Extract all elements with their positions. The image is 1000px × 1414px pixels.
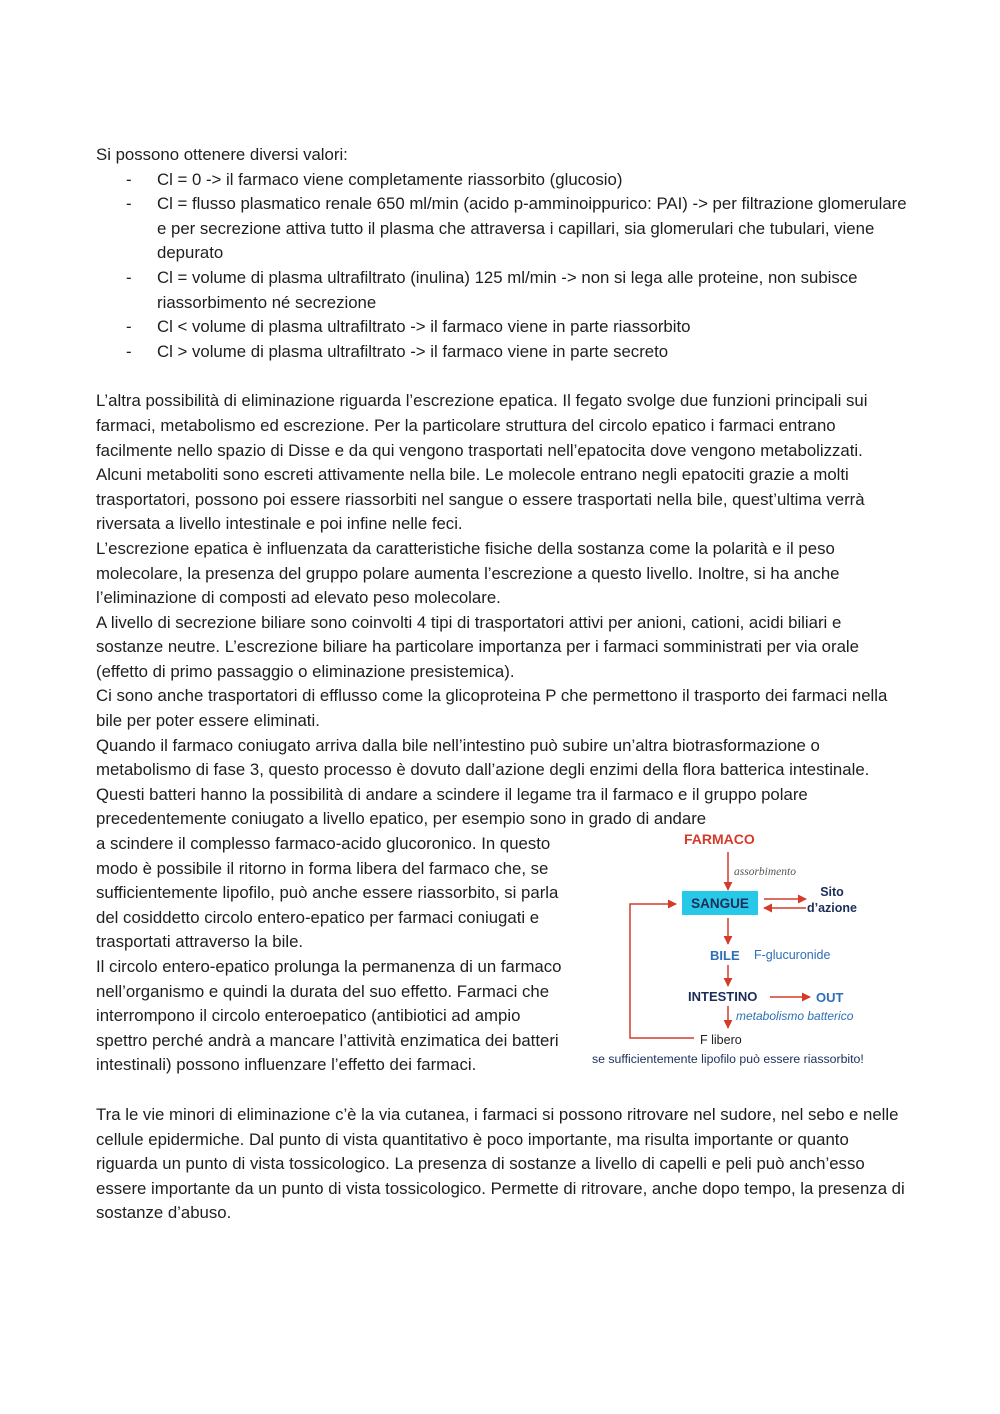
metabolismo-label: metabolismo batterico <box>736 1009 854 1024</box>
sangue-label: SANGUE <box>691 896 749 912</box>
wrapped-section <box>96 832 908 1078</box>
enterohepatic-circulation-diagram <box>588 832 908 1082</box>
document-page <box>96 143 908 1226</box>
diagram-caption: se sufficientemente lipofilo può essere riassorbito! <box>592 1052 864 1067</box>
bullet-marker: - <box>126 194 132 214</box>
farmaco-label: FARMACO <box>684 832 755 848</box>
list-item: - Cl < volume di plasma ultrafiltrato -> il farmaco viene in parte riassorbito <box>96 315 908 340</box>
bullet-marker: - <box>126 267 132 287</box>
reabsorption-loop <box>630 904 694 1038</box>
clearance-list <box>96 168 908 365</box>
azione-label: d’azione <box>806 901 858 916</box>
bullet-marker: - <box>126 341 132 361</box>
sito-label: Sito <box>820 885 844 900</box>
paragraph: L’escrezione epatica è influenzata da caratteristiche fisiche della sostanza come la polarità e il peso molecolare, la presenza del gruppo polare aumenta l’escrezione a questo livello. Inoltre, si ha anche l’eliminazione di composti ad elevato peso molecolare. <box>96 538 840 608</box>
list-item: - Cl > volume di plasma ultrafiltrato -> il farmaco viene in parte secreto <box>96 340 908 365</box>
glucuronide-label: F-glucuronide <box>754 948 831 963</box>
paragraph: A livello di secrezione biliare sono coinvolti 4 tipi di trasportatori attivi per anioni, cationi, acidi biliari e sostanze neutre. L’escrezione biliare ha particolare importanza per i farmaci somministrati per via orale (effetto di primo passaggio o eliminazione presistemica). <box>96 612 859 681</box>
paragraph: Tra le vie minori di eliminazione c’è la via cutanea, i farmaci si possono ritrovare nel sudore, nel sebo e nelle cellule epidermiche. Dal punto di vista quantitativo è poco importante, ma risulta importante or quanto riguarda un punto di vista tossicologico. La presenza di sostanze a livello di capelli e peli può anch’esso essere importante da un punto di vista tossicologico. Permette di ritrovare, anche dopo tempo, la presenza di sostanze d’abuso. <box>96 1104 905 1223</box>
list-item: - Cl = flusso plasmatico renale 650 ml/min (acido p-amminoippurico: PAI) -> per filtrazione glomerulare e per secrezione attiva tutto il plasma che attraversa i capillari, sia glomerulari che tubulari, viene depurato <box>126 194 907 263</box>
intestino-label: INTESTINO <box>688 989 758 1005</box>
list-item: - Cl = 0 -> il farmaco viene completamente riassorbito (glucosio) <box>96 168 908 193</box>
paragraph: Quando il farmaco coniugato arriva dalla bile nell’intestino può subire un’altra biotrasformazione o metabolismo di fase 3, questo processo è dovuto dall’azione degli enzimi della flora batterica intestinale. Questi batteri hanno la possibilità di andare a scindere il legame tra il farmaco e il gruppo polare precedentemente coniugato a livello epatico, per esempio sono in grado di andare <box>96 735 870 829</box>
paragraph: Ci sono anche trasportatori di efflusso come la glicoproteina P che permettono il trasporto dei farmaci nella bile per poter essere eliminati. <box>96 686 888 731</box>
bullet-marker: - <box>126 317 132 337</box>
paragraph: Il circolo entero-epatico prolunga la permanenza di un farmaco nell’organismo e quindi la durata del suo effetto. Farmaci che interrompono il circolo enteroepatico (antibiotici ad ampio spettro perché andrà a mancare l’attività enzimatica dei batteri intestinali) possono influenzare l’effetto dei farmaci. <box>96 957 562 1075</box>
intro-line: Si possono ottenere diversi valori: <box>96 145 348 164</box>
paragraph: L’altra possibilità di eliminazione riguarda l’escrezione epatica. Il fegato svolge due funzioni principali sui farmaci, metabolismo ed escrezione. Per la particolare struttura del circolo epatico i farmaci entrano facilmente nello spazio di Disse e da qui vengono trasportati nell’epatocita dove vengono metabolizzati. Alcuni metaboliti sono escreti attivamente nella bile. Le molecole entrano negli epatociti grazie a molti trasportatori, possono poi essere riassorbiti nel sangue o essere trasportati nella bile, quest’ultima verrà riversata a livello intestinale e poi infine nelle feci. <box>96 391 868 534</box>
bile-label: BILE <box>710 948 740 964</box>
paragraph: a scindere il complesso farmaco-acido glucoronico. In questo modo è possibile il ritorno in forma libera del farmaco che, se sufficientemente lipofilo, può anche essere riassorbito, si parla del cosiddetto circolo entero-epatico per farmaci coniugati e trasportati attraverso la bile. <box>96 834 559 952</box>
out-label: OUT <box>816 990 844 1006</box>
bullet-marker: - <box>126 169 132 189</box>
assorbimento-label: assorbimento <box>734 866 796 879</box>
list-item: - Cl = volume di plasma ultrafiltrato (inulina) 125 ml/min -> non si lega alle proteine, non subisce riassorbimento né secrezione <box>126 267 858 312</box>
f-libero-label: F libero <box>700 1033 742 1048</box>
